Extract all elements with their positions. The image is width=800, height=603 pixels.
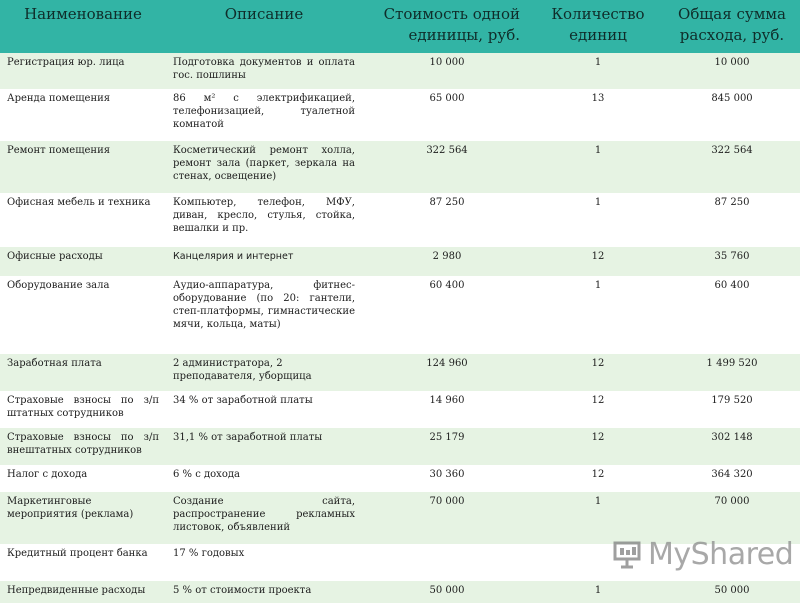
- table-row: [0, 391, 800, 428]
- cell-name: Страховые взносы по з/п штатных сотрудников: [0, 391, 166, 428]
- cell-unit-cost: [362, 544, 532, 581]
- cell-total: 322 564: [664, 141, 800, 193]
- cell-quantity: 12: [532, 465, 664, 492]
- watermark: [612, 536, 794, 572]
- table-row: [0, 141, 800, 193]
- cell-name: Оборудование зала: [0, 276, 166, 354]
- cell-unit-cost: 65 000: [362, 89, 532, 141]
- cell-quantity: 1: [532, 193, 664, 247]
- cell-quantity: 12: [532, 428, 664, 465]
- header-quantity: Количество единиц: [532, 0, 664, 53]
- cell-total: 845 000: [664, 89, 800, 141]
- cell-unit-cost: 10 000: [362, 53, 532, 89]
- cell-unit-cost: 87 250: [362, 193, 532, 247]
- cell-name: Непредвиденные расходы: [0, 581, 166, 603]
- cell-name: Страховые взносы по з/п внештатных сотрудников: [0, 428, 166, 465]
- cell-total: 50 000: [664, 581, 800, 603]
- cell-total: 35 760: [664, 247, 800, 276]
- cell-total: 10 000: [664, 53, 800, 89]
- table-row: [0, 89, 800, 141]
- cell-name: Ремонт помещения: [0, 141, 166, 193]
- cell-total: 364 320: [664, 465, 800, 492]
- cell-description: Подготовка документов и оплата гос. пошлины: [166, 53, 362, 89]
- cell-unit-cost: 60 400: [362, 276, 532, 354]
- cell-name: Заработная плата: [0, 354, 166, 391]
- presentation-board-icon: [612, 539, 642, 569]
- cell-name: Офисные расходы: [0, 247, 166, 276]
- cell-name: Офисная мебель и техника: [0, 193, 166, 247]
- cell-description: 31,1 % от заработной платы: [166, 428, 362, 465]
- cell-total: 179 520: [664, 391, 800, 428]
- cell-name: Кредитный процент банка: [0, 544, 166, 581]
- watermark-text: MyShared: [648, 536, 794, 572]
- cell-unit-cost: 124 960: [362, 354, 532, 391]
- table-row: [0, 53, 800, 89]
- cell-quantity: 1: [532, 53, 664, 89]
- cell-unit-cost: 25 179: [362, 428, 532, 465]
- cell-quantity: 1: [532, 276, 664, 354]
- header-total: Общая сумма расхода, руб.: [664, 0, 800, 53]
- cell-total: 70 000: [664, 492, 800, 544]
- cell-quantity: 1: [532, 492, 664, 544]
- cell-description: Канцелярия и интернет: [166, 247, 362, 276]
- cell-quantity: 12: [532, 354, 664, 391]
- cell-unit-cost: 322 564: [362, 141, 532, 193]
- cell-quantity: 13: [532, 89, 664, 141]
- cell-unit-cost: 30 360: [362, 465, 532, 492]
- cell-description: 5 % от стоимости проекта: [166, 581, 362, 603]
- cell-unit-cost: 50 000: [362, 581, 532, 603]
- header-row: [0, 0, 800, 53]
- cell-total: 1 499 520: [664, 354, 800, 391]
- cell-total: 87 250: [664, 193, 800, 247]
- table-row: [0, 193, 800, 247]
- cell-description: 34 % от заработной платы: [166, 391, 362, 428]
- cell-quantity: 1: [532, 141, 664, 193]
- header-unit-cost: Стоимость одной единицы, руб.: [362, 0, 532, 53]
- cell-quantity: 1: [532, 581, 664, 603]
- table-row: [0, 276, 800, 354]
- cell-description: 17 % годовых: [166, 544, 362, 581]
- cell-unit-cost: 14 960: [362, 391, 532, 428]
- cell-unit-cost: 2 980: [362, 247, 532, 276]
- cell-description: Создание сайта, распространение рекламных листовок, объявлений: [166, 492, 362, 544]
- cell-name: Аренда помещения: [0, 89, 166, 141]
- table-row: [0, 354, 800, 391]
- cell-description: Аудио-аппаратура, фитнес-оборудование (по 20: гантели, степ-платформы, гимнастические мячи, кольца, маты): [166, 276, 362, 354]
- cell-description: Компьютер, телефон, МФУ, диван, кресло, стулья, стойка, вешалки и пр.: [166, 193, 362, 247]
- cell-quantity: 12: [532, 391, 664, 428]
- cell-name: Регистрация юр. лица: [0, 53, 166, 89]
- cell-total: 60 400: [664, 276, 800, 354]
- header-name: Наименование: [0, 0, 166, 53]
- cell-description: 86 м² с электрификацией, телефонизацией, туалетной комнатой: [166, 89, 362, 141]
- cell-name: Маркетинговые мероприятия (реклама): [0, 492, 166, 544]
- cell-unit-cost: 70 000: [362, 492, 532, 544]
- cell-quantity: 12: [532, 247, 664, 276]
- cell-name: Налог с дохода: [0, 465, 166, 492]
- table-row: [0, 465, 800, 492]
- cell-description: Косметический ремонт холла, ремонт зала (паркет, зеркала на стенах, освещение): [166, 141, 362, 193]
- table-row: [0, 247, 800, 276]
- cell-total: 302 148: [664, 428, 800, 465]
- table-row: [0, 428, 800, 465]
- header-description: Описание: [166, 0, 362, 53]
- cell-description: 6 % с дохода: [166, 465, 362, 492]
- cell-description: 2 администратора, 2 преподавателя, уборщица: [166, 354, 362, 391]
